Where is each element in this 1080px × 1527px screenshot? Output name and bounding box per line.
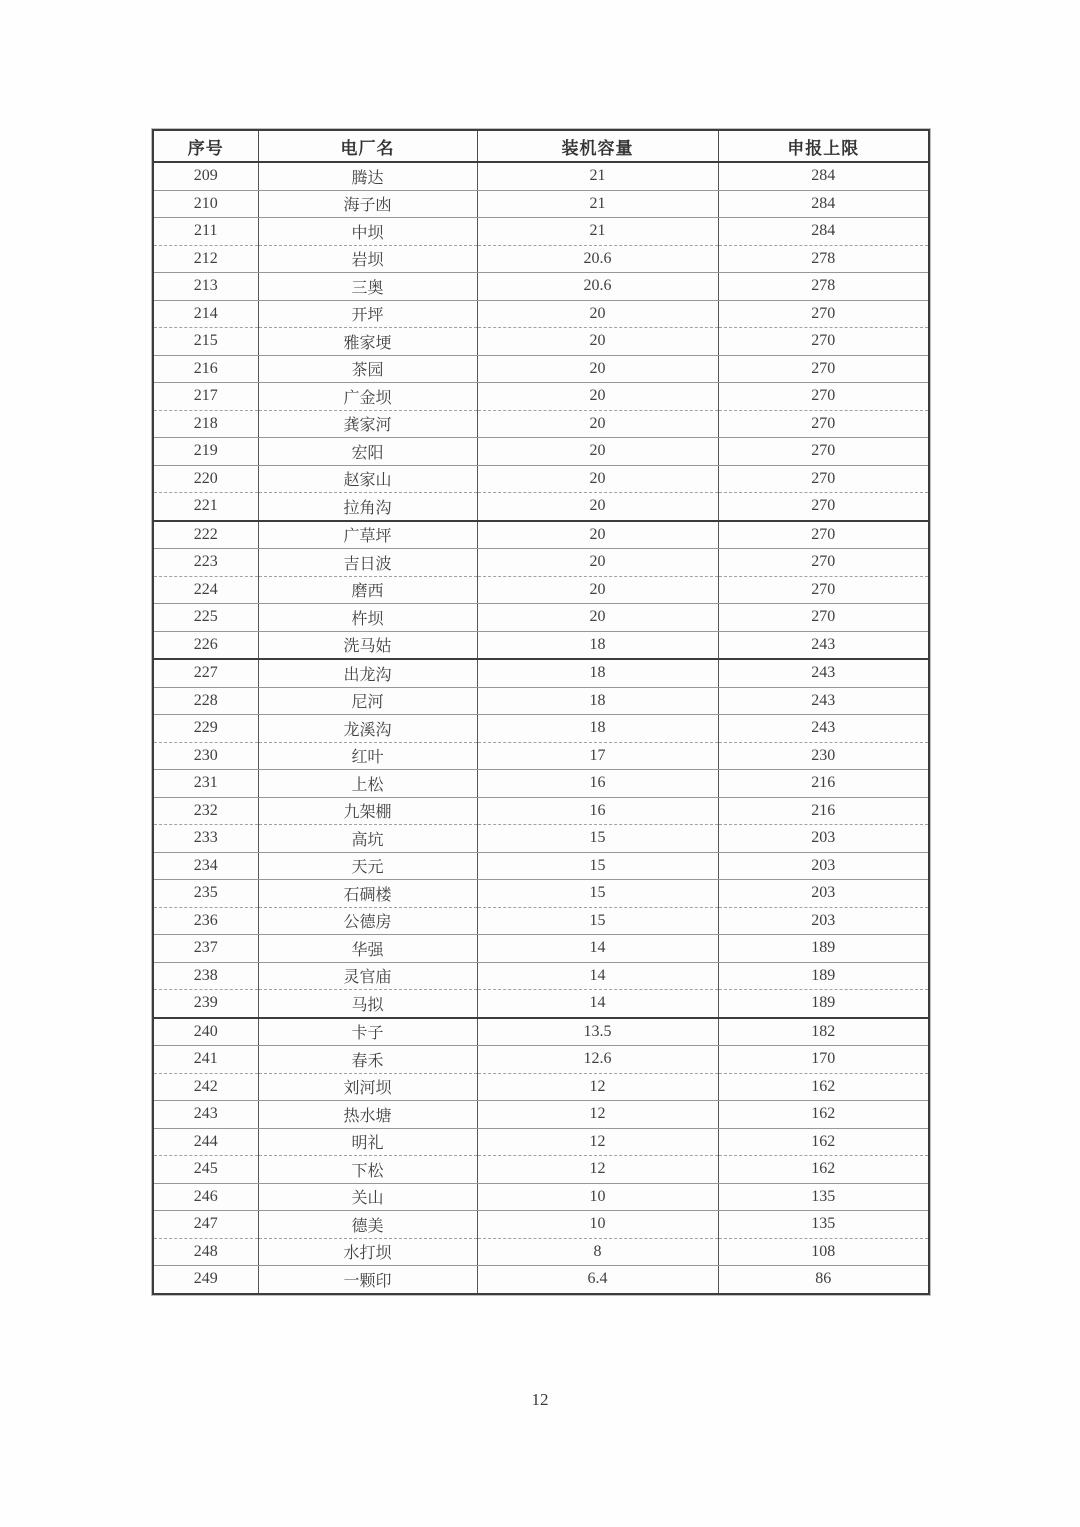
table-row xyxy=(153,1211,929,1239)
cell-declaration-limit: 230 xyxy=(718,742,929,770)
cell-plant-name: 龚家河 xyxy=(258,410,477,438)
table-row xyxy=(153,1266,929,1294)
cell-plant-name: 水打坝 xyxy=(258,1238,477,1266)
cell-serial-number: 249 xyxy=(193,1270,218,1288)
cell-installed-capacity: 18 xyxy=(477,659,718,687)
table-row xyxy=(153,1238,929,1266)
cell-serial-number: 215 xyxy=(153,328,258,356)
cell-plant-name: 马拟 xyxy=(258,990,477,1018)
table-row xyxy=(153,1073,929,1101)
cell-plant-name: 九架棚 xyxy=(258,797,477,825)
table-row xyxy=(153,218,929,246)
cell-declaration-limit: 162 xyxy=(718,1073,929,1101)
cell-serial-number: 212 xyxy=(153,245,258,273)
table-row xyxy=(153,410,929,438)
cell-plant-name: 春禾 xyxy=(258,1046,477,1074)
cell-declaration-limit: 270 xyxy=(718,604,929,632)
cell-serial-number: 223 xyxy=(153,549,258,577)
cell-declaration-limit: 189 xyxy=(718,990,929,1018)
cell-serial-number: 245 xyxy=(153,1156,258,1184)
cell-declaration-limit: 270 xyxy=(718,465,929,493)
table-row xyxy=(153,465,929,493)
cell-installed-capacity: 12 xyxy=(477,1101,718,1129)
cell-installed-capacity: 20 xyxy=(477,410,718,438)
cell-declaration-limit: 216 xyxy=(718,770,929,798)
cell-declaration-limit: 86 xyxy=(718,1266,929,1294)
table-row xyxy=(153,990,929,1018)
table-row xyxy=(153,659,929,687)
cell-plant-name: 洗马姑 xyxy=(258,631,477,659)
cell-declaration-limit: 243 xyxy=(718,659,929,687)
table-row xyxy=(153,880,929,908)
table-row xyxy=(153,493,929,521)
cell-declaration-limit: 270 xyxy=(718,493,929,521)
cell-serial-number: 243 xyxy=(153,1101,258,1129)
cell-serial-number: 234 xyxy=(153,852,258,880)
cell-plant-name: 热水塘 xyxy=(258,1101,477,1129)
table-row xyxy=(153,604,929,632)
cell-installed-capacity: 21 xyxy=(477,218,718,246)
cell-declaration-limit: 182 xyxy=(718,1018,929,1046)
cell-serial-number: 236 xyxy=(153,907,258,935)
cell-plant-name: 灵官庙 xyxy=(258,962,477,990)
cell-plant-name: 公德房 xyxy=(258,907,477,935)
cell-declaration-limit: 270 xyxy=(718,355,929,383)
header-installed-capacity: 装机容量 xyxy=(477,130,718,162)
cell-installed-capacity: 20 xyxy=(477,438,718,466)
cell-installed-capacity: 21 xyxy=(477,162,718,190)
cell-plant-name: 中坝 xyxy=(258,218,477,246)
cell-installed-capacity: 20 xyxy=(477,355,718,383)
cell-declaration-limit: 135 xyxy=(718,1211,929,1239)
cell-declaration-limit: 135 xyxy=(718,1183,929,1211)
cell-installed-capacity: 13.5 xyxy=(477,1018,718,1046)
cell-plant-name: 尼河 xyxy=(258,687,477,715)
table-row xyxy=(153,1183,929,1211)
table-row xyxy=(153,1128,929,1156)
cell-declaration-limit: 203 xyxy=(718,825,929,853)
cell-declaration-limit: 270 xyxy=(718,300,929,328)
cell-plant-name: 卡子 xyxy=(258,1018,477,1046)
cell-installed-capacity: 20 xyxy=(477,383,718,411)
cell-declaration-limit: 203 xyxy=(718,852,929,880)
table-row xyxy=(153,687,929,715)
cell-declaration-limit: 284 xyxy=(718,218,929,246)
cell-plant-name: 广草坪 xyxy=(258,521,477,549)
cell-installed-capacity: 16 xyxy=(477,797,718,825)
cell-installed-capacity: 21 xyxy=(477,190,718,218)
cell-plant-name: 红叶 xyxy=(258,742,477,770)
cell-plant-name: 华强 xyxy=(258,935,477,963)
table-row xyxy=(153,355,929,383)
cell-serial-number: 244 xyxy=(153,1128,258,1156)
table-row xyxy=(153,797,929,825)
table-row xyxy=(153,273,929,301)
cell-serial-number: 219 xyxy=(153,438,258,466)
table-row xyxy=(153,162,929,190)
cell-declaration-limit: 203 xyxy=(718,907,929,935)
cell-declaration-limit: 270 xyxy=(718,383,929,411)
cell-declaration-limit: 108 xyxy=(718,1238,929,1266)
cell-declaration-limit: 170 xyxy=(718,1046,929,1074)
cell-plant-name: 三奥 xyxy=(258,273,477,301)
cell-declaration-limit: 270 xyxy=(718,576,929,604)
header-declaration-limit: 申报上限 xyxy=(718,130,929,162)
cell-declaration-limit: 243 xyxy=(718,687,929,715)
cell-serial-number: 224 xyxy=(153,576,258,604)
cell-declaration-limit: 216 xyxy=(718,797,929,825)
cell-installed-capacity: 20 xyxy=(477,493,718,521)
table-row xyxy=(153,1156,929,1184)
cell-plant-name: 石碉楼 xyxy=(258,880,477,908)
cell-serial-number: 241 xyxy=(153,1046,258,1074)
table-row xyxy=(153,549,929,577)
cell-serial-number: 233 xyxy=(153,825,258,853)
cell-installed-capacity: 16 xyxy=(477,770,718,798)
cell-installed-capacity: 20 xyxy=(477,521,718,549)
cell-declaration-limit: 278 xyxy=(718,245,929,273)
cell-plant-name: 一颗印 xyxy=(258,1266,477,1294)
cell-declaration-limit: 162 xyxy=(718,1101,929,1129)
cell-installed-capacity: 15 xyxy=(477,880,718,908)
header-serial-number: 序号 xyxy=(153,130,258,162)
cell-plant-name: 上松 xyxy=(258,770,477,798)
cell-serial-number: 231 xyxy=(153,770,258,798)
table-row xyxy=(153,383,929,411)
cell-installed-capacity: 15 xyxy=(477,825,718,853)
cell-plant-name: 广金坝 xyxy=(258,383,477,411)
cell-serial-number: 213 xyxy=(153,273,258,301)
cell-plant-name: 明礼 xyxy=(258,1128,477,1156)
cell-serial-number: 220 xyxy=(153,465,258,493)
cell-declaration-limit: 284 xyxy=(718,162,929,190)
page-number: 12 xyxy=(531,1390,549,1409)
table-header-row xyxy=(153,130,929,162)
cell-serial-number: 240 xyxy=(153,1018,258,1046)
cell-declaration-limit: 270 xyxy=(718,328,929,356)
cell-plant-name: 刘河坝 xyxy=(258,1073,477,1101)
cell-serial-number: 237 xyxy=(153,935,258,963)
cell-declaration-limit: 270 xyxy=(718,521,929,549)
cell-plant-name: 岩坝 xyxy=(258,245,477,273)
cell-plant-name: 天元 xyxy=(258,852,477,880)
power-plant-table xyxy=(152,129,930,1295)
cell-declaration-limit: 284 xyxy=(718,190,929,218)
cell-installed-capacity: 20 xyxy=(477,549,718,577)
cell-plant-name: 雅家埂 xyxy=(258,328,477,356)
cell-plant-name: 宏阳 xyxy=(258,438,477,466)
table-row xyxy=(153,631,929,659)
cell-declaration-limit: 270 xyxy=(718,410,929,438)
cell-serial-number: 229 xyxy=(153,715,258,743)
cell-plant-name: 腾达 xyxy=(258,162,477,190)
cell-declaration-limit: 270 xyxy=(718,549,929,577)
cell-installed-capacity: 12 xyxy=(477,1073,718,1101)
cell-serial-number: 227 xyxy=(153,659,258,687)
cell-serial-number: 218 xyxy=(153,410,258,438)
cell-serial-number: 246 xyxy=(153,1183,258,1211)
cell-installed-capacity: 20 xyxy=(477,604,718,632)
table-row xyxy=(153,438,929,466)
cell-installed-capacity: 14 xyxy=(477,935,718,963)
table-row xyxy=(153,935,929,963)
table-row xyxy=(153,521,929,549)
cell-installed-capacity: 10 xyxy=(477,1211,718,1239)
cell-declaration-limit: 162 xyxy=(718,1156,929,1184)
cell-serial-number: 238 xyxy=(153,962,258,990)
cell-installed-capacity: 15 xyxy=(477,907,718,935)
cell-installed-capacity: 20 xyxy=(477,465,718,493)
cell-serial-number: 235 xyxy=(153,880,258,908)
cell-declaration-limit: 243 xyxy=(718,631,929,659)
cell-declaration-limit: 189 xyxy=(718,935,929,963)
cell-serial-number: 225 xyxy=(153,604,258,632)
cell-serial-number: 211 xyxy=(153,218,258,246)
cell-serial-number: 230 xyxy=(153,742,258,770)
cell-plant-name: 高坑 xyxy=(258,825,477,853)
cell-plant-name: 赵家山 xyxy=(258,465,477,493)
cell-serial-number: 228 xyxy=(153,687,258,715)
cell-plant-name: 磨西 xyxy=(258,576,477,604)
cell-serial-number: 239 xyxy=(153,990,258,1018)
cell-serial-number: 232 xyxy=(153,797,258,825)
table-row xyxy=(153,245,929,273)
cell-plant-name: 茶园 xyxy=(258,355,477,383)
table-row xyxy=(153,1101,929,1129)
table-row xyxy=(153,715,929,743)
cell-installed-capacity: 10 xyxy=(477,1183,718,1211)
cell-declaration-limit: 189 xyxy=(718,962,929,990)
table-row xyxy=(153,962,929,990)
cell-declaration-limit: 243 xyxy=(718,715,929,743)
cell-serial-number: 221 xyxy=(153,493,258,521)
table-row xyxy=(153,328,929,356)
cell-installed-capacity: 20 xyxy=(477,576,718,604)
cell-plant-name: 龙溪沟 xyxy=(258,715,477,743)
table-row xyxy=(153,1046,929,1074)
table-row xyxy=(153,576,929,604)
cell-installed-capacity: 14 xyxy=(477,990,718,1018)
cell-installed-capacity: 17 xyxy=(477,742,718,770)
cell-serial-number: 209 xyxy=(153,162,258,190)
table-row xyxy=(153,742,929,770)
cell-installed-capacity: 14 xyxy=(477,962,718,990)
cell-installed-capacity: 20 xyxy=(477,328,718,356)
cell-installed-capacity: 18 xyxy=(477,687,718,715)
cell-installed-capacity: 20 xyxy=(477,300,718,328)
cell-serial-number: 248 xyxy=(153,1238,258,1266)
cell-plant-name: 下松 xyxy=(258,1156,477,1184)
cell-serial-number: 214 xyxy=(153,300,258,328)
cell-plant-name: 德美 xyxy=(258,1211,477,1239)
cell-serial-number: 242 xyxy=(153,1073,258,1101)
cell-installed-capacity: 12 xyxy=(477,1156,718,1184)
cell-declaration-limit: 162 xyxy=(718,1128,929,1156)
cell-declaration-limit: 203 xyxy=(718,880,929,908)
cell-installed-capacity: 20.6 xyxy=(477,245,718,273)
cell-plant-name: 开坪 xyxy=(258,300,477,328)
cell-serial-number: 216 xyxy=(153,355,258,383)
table-row xyxy=(153,770,929,798)
table-row xyxy=(153,190,929,218)
cell-serial-number: 217 xyxy=(153,383,258,411)
table-row xyxy=(153,300,929,328)
cell-plant-name: 杵坝 xyxy=(258,604,477,632)
cell-plant-name: 吉日波 xyxy=(258,549,477,577)
cell-installed-capacity: 18 xyxy=(477,715,718,743)
cell-installed-capacity: 18 xyxy=(477,631,718,659)
cell-serial-number: 247 xyxy=(153,1211,258,1239)
cell-installed-capacity: 8 xyxy=(477,1238,718,1266)
cell-plant-name: 拉角沟 xyxy=(258,493,477,521)
cell-plant-name: 出龙沟 xyxy=(258,659,477,687)
table-row xyxy=(153,852,929,880)
cell-declaration-limit: 270 xyxy=(718,438,929,466)
cell-declaration-limit: 278 xyxy=(718,273,929,301)
cell-installed-capacity: 12 xyxy=(477,1128,718,1156)
cell-plant-name: 海子凼 xyxy=(258,190,477,218)
cell-installed-capacity: 15 xyxy=(477,852,718,880)
cell-installed-capacity: 12.6 xyxy=(477,1046,718,1074)
cell-installed-capacity: 20.6 xyxy=(477,273,718,301)
cell-plant-name: 关山 xyxy=(258,1183,477,1211)
table-row xyxy=(153,907,929,935)
cell-serial-number: 226 xyxy=(153,631,258,659)
cell-serial-number: 222 xyxy=(153,521,258,549)
cell-installed-capacity: 6.4 xyxy=(477,1266,718,1294)
table-row xyxy=(153,825,929,853)
header-plant-name: 电厂名 xyxy=(258,130,477,162)
table-row xyxy=(153,1018,929,1046)
cell-serial-number: 210 xyxy=(153,190,258,218)
